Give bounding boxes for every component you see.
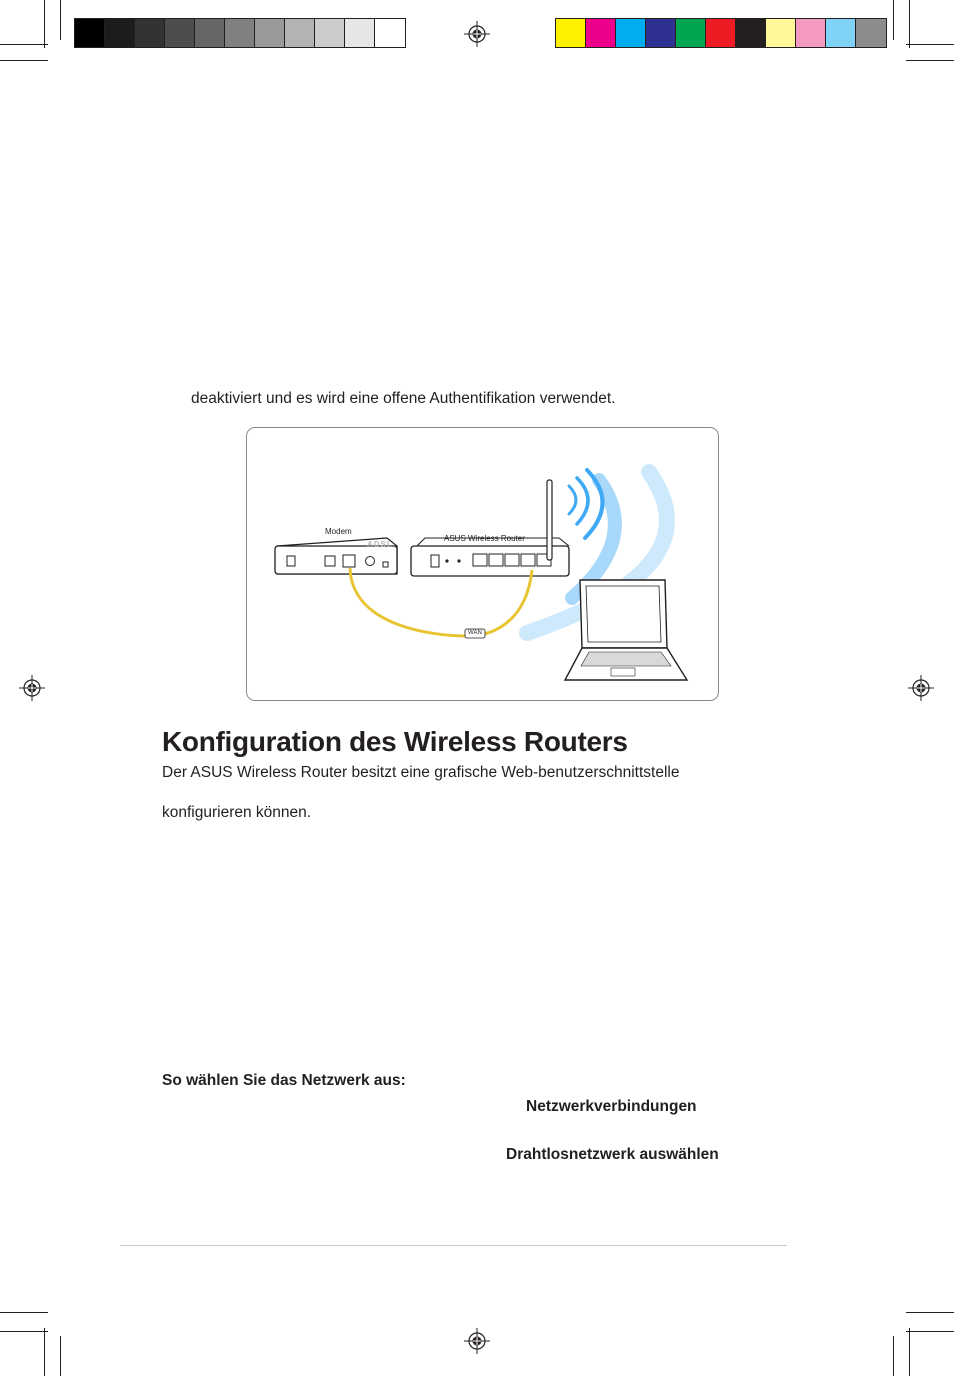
modem-brand-label: ADSL	[367, 540, 393, 549]
wan-label: WAN	[468, 630, 482, 636]
color-swatch	[706, 19, 736, 47]
network-setup-figure	[246, 427, 719, 701]
color-swatch	[285, 19, 315, 47]
color-swatch	[796, 19, 826, 47]
crop-mark	[44, 1328, 45, 1376]
crop-mark	[0, 1331, 48, 1332]
color-swatch	[255, 19, 285, 47]
registration-mark-icon	[19, 675, 45, 701]
term-network-connections: Netzwerkverbindungen	[526, 1098, 697, 1115]
color-swatch	[556, 19, 586, 47]
term-select-wireless: Drahtlosnetzwerk auswählen	[506, 1146, 719, 1163]
grayscale-color-bar	[74, 18, 406, 48]
color-swatch	[616, 19, 646, 47]
wan-cable	[350, 568, 532, 636]
setup-illustration	[247, 428, 720, 702]
crop-mark	[44, 0, 45, 48]
paragraph-line: konfigurieren können.	[162, 804, 312, 821]
router-label: ASUS Wireless Router	[444, 534, 525, 543]
registration-mark-icon	[464, 1328, 490, 1354]
modem-label: Modem	[325, 527, 352, 536]
crop-mark	[906, 1312, 954, 1313]
router-device	[411, 538, 569, 576]
color-swatch	[315, 19, 345, 47]
crop-mark	[0, 60, 48, 61]
footer-rule	[120, 1245, 787, 1246]
crop-mark	[906, 44, 954, 45]
paragraph-line: Der ASUS Wireless Router besitzt eine grafische Web-benutzerschnittstelle	[162, 764, 680, 781]
color-swatch	[586, 19, 616, 47]
color-swatch	[646, 19, 676, 47]
crop-mark	[909, 0, 910, 48]
color-swatch	[195, 19, 225, 47]
crop-mark	[0, 1312, 48, 1313]
color-swatch	[225, 19, 255, 47]
process-color-bar	[555, 18, 887, 48]
intro-line: deaktiviert und es wird eine offene Authentifikation verwendet.	[191, 390, 616, 407]
crop-mark	[893, 0, 894, 40]
crop-mark	[0, 44, 48, 45]
antenna-icon	[547, 480, 552, 560]
color-swatch	[105, 19, 135, 47]
color-swatch	[75, 19, 105, 47]
color-swatch	[375, 19, 405, 47]
crop-mark	[60, 0, 61, 40]
crop-mark	[906, 60, 954, 61]
crop-mark	[893, 1336, 894, 1376]
color-swatch	[676, 19, 706, 47]
color-swatch	[165, 19, 195, 47]
registration-mark-icon	[908, 675, 934, 701]
steps-heading: So wählen Sie das Netzwerk aus:	[162, 1072, 406, 1089]
registration-mark-icon	[464, 21, 490, 47]
color-swatch	[826, 19, 856, 47]
laptop-device	[565, 580, 687, 680]
color-swatch	[766, 19, 796, 47]
color-swatch	[345, 19, 375, 47]
crop-mark	[906, 1331, 954, 1332]
color-swatch	[856, 19, 886, 47]
crop-mark	[60, 1336, 61, 1376]
section-title: Konfiguration des Wireless Routers	[162, 726, 628, 757]
crop-mark	[909, 1328, 910, 1376]
color-swatch	[736, 19, 766, 47]
color-swatch	[135, 19, 165, 47]
